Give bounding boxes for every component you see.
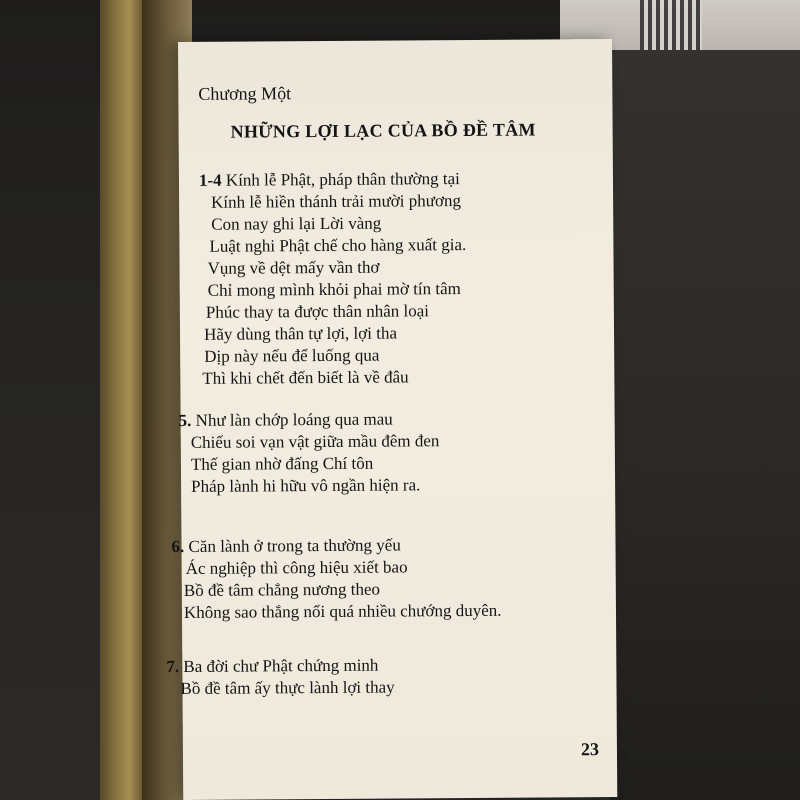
stanza: [179, 408, 440, 498]
book-edge-left: [100, 0, 142, 800]
desk-surface: [610, 50, 800, 800]
verse-number: 6.: [171, 536, 185, 557]
verse-line: Pháp lành hi hữu vô ngần hiện ra.: [191, 475, 421, 496]
verse-line: Dịp này nếu để luống qua: [204, 345, 380, 366]
verse-number: 1-4: [198, 170, 222, 190]
section-title: NHỮNG LỢI LẠC CỦA BỒ ĐỀ TÂM: [230, 119, 536, 142]
verse-line: Ác nghiệp thì công hiệu xiết bao: [185, 557, 408, 578]
verse-text: Như làn chớp loáng qua mau: [195, 409, 393, 430]
verse-line: Luật nghi Phật chế cho hàng xuất gia.: [209, 234, 467, 256]
verse-text: Ba đời chư Phật chứng minh: [183, 655, 379, 676]
stanza: [166, 655, 394, 701]
verse-line: [199, 168, 466, 192]
verse-line: [179, 408, 440, 432]
verse-line: Không sao thắng nổi quá nhiều chướng duyên.: [183, 600, 502, 622]
verse-number: 7.: [166, 657, 180, 677]
page-number: 23: [580, 739, 600, 760]
verse-number: 5.: [178, 410, 192, 431]
verse-line: Kính lễ hiền thánh trải mười phương: [211, 191, 461, 212]
verse-line: Phúc thay ta được thân nhân loại: [205, 301, 430, 322]
chapter-heading: Chương Một: [198, 83, 292, 104]
verse-line: Vụng về dệt mấy vần thơ: [207, 257, 380, 278]
verse-text: Căn lành ở trong ta thường yếu: [188, 535, 401, 556]
verse-line: Chỉ mong mình khỏi phai mờ tín tâm: [207, 279, 461, 300]
verse-line: Hãy dùng thân tự lợi, lợi tha: [203, 323, 398, 344]
verse-line: Bồ đề tâm ấy thực lành lợi thay: [180, 677, 395, 698]
verse-line: [166, 655, 394, 679]
verse-line: Chiếu soi vạn vật giữa mầu đêm đen: [190, 431, 440, 452]
verse-line: [171, 534, 501, 558]
book-page: [166, 39, 617, 800]
verse-line: Bồ đề tâm chẳng nương theo: [183, 579, 381, 600]
stanza: [199, 168, 467, 390]
stanza: [171, 534, 501, 624]
verse-line: Thế gian nhờ đấng Chí tôn: [190, 453, 374, 474]
qr-code-image: [640, 0, 702, 50]
verse-line: Thì khi chết đến biết là về đâu: [202, 367, 409, 388]
verse-text: Kính lễ Phật, pháp thân thường tại: [225, 169, 460, 190]
verse-line: Con nay ghi lại Lời vàng: [211, 213, 382, 234]
